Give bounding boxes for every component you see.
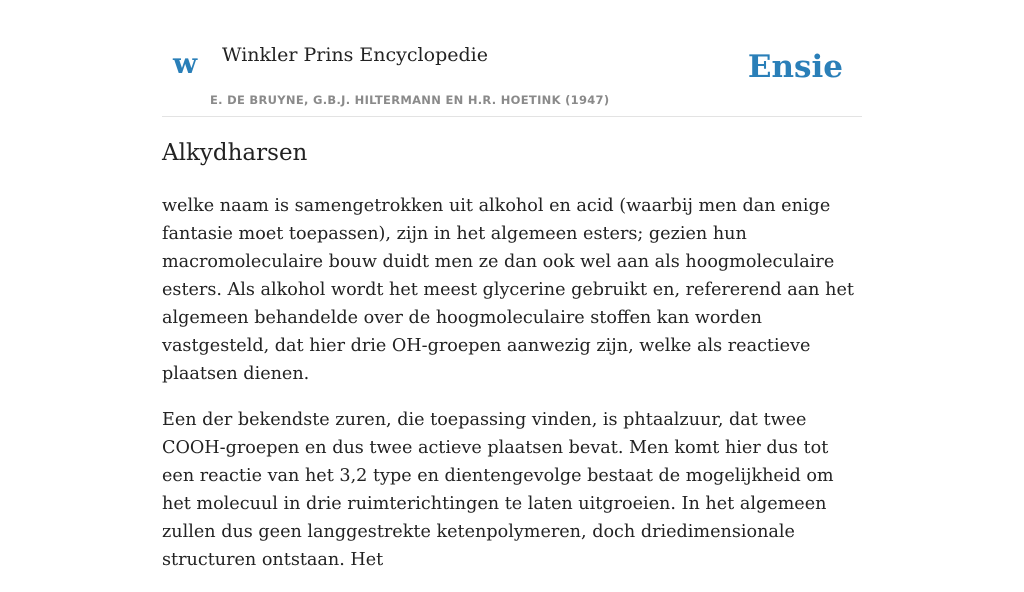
article-paragraph: Een der bekendste zuren, die toepassing vinden, is phtaalzuur, dat twee COOH-groepen en dus twee actieve plaatsen bevat. Men komt hier dus tot een reactie van het 3,2 type en dientengevolge bestaat de mogelijkheid om het molecuul in drie ruimterichtingen te laten uitgroeien. In het algemeen zullen dus geen langgestrekte ketenpolymeren, doch driedimensionale structuren ontstaan. Het [162,410,834,570]
article-paragraph: welke naam is samengetrokken uit alkohol en acid (waarbij men dan enige fantasie moet toepassen), zijn in het algemeen esters; gezien hun macromoleculaire bouw duidt men ze dan ook wel aan als hoogmoleculaire esters. Als alkohol wordt het meest glycerine gebruikt en, refererend aan het algemeen behandelde over de hoogmoleculaire stoffen kan worden vastgesteld, dat hier drie OH-groepen aanwezig zijn, welke als reactieve plaatsen dienen. [162,196,854,384]
site-title[interactable]: Winkler Prins Encyclopedie [222,44,488,66]
ensie-brand-logo[interactable]: Ensie [747,49,843,85]
site-header [162,0,862,117]
article-title: Alkydharsen [162,140,308,166]
edition-authors: E. DE BRUYNE, G.B.J. HILTERMANN EN H.R. HOETINK (1947) [210,93,610,107]
winkler-prins-logo-icon[interactable]: w [173,47,198,80]
article-body [162,192,864,592]
